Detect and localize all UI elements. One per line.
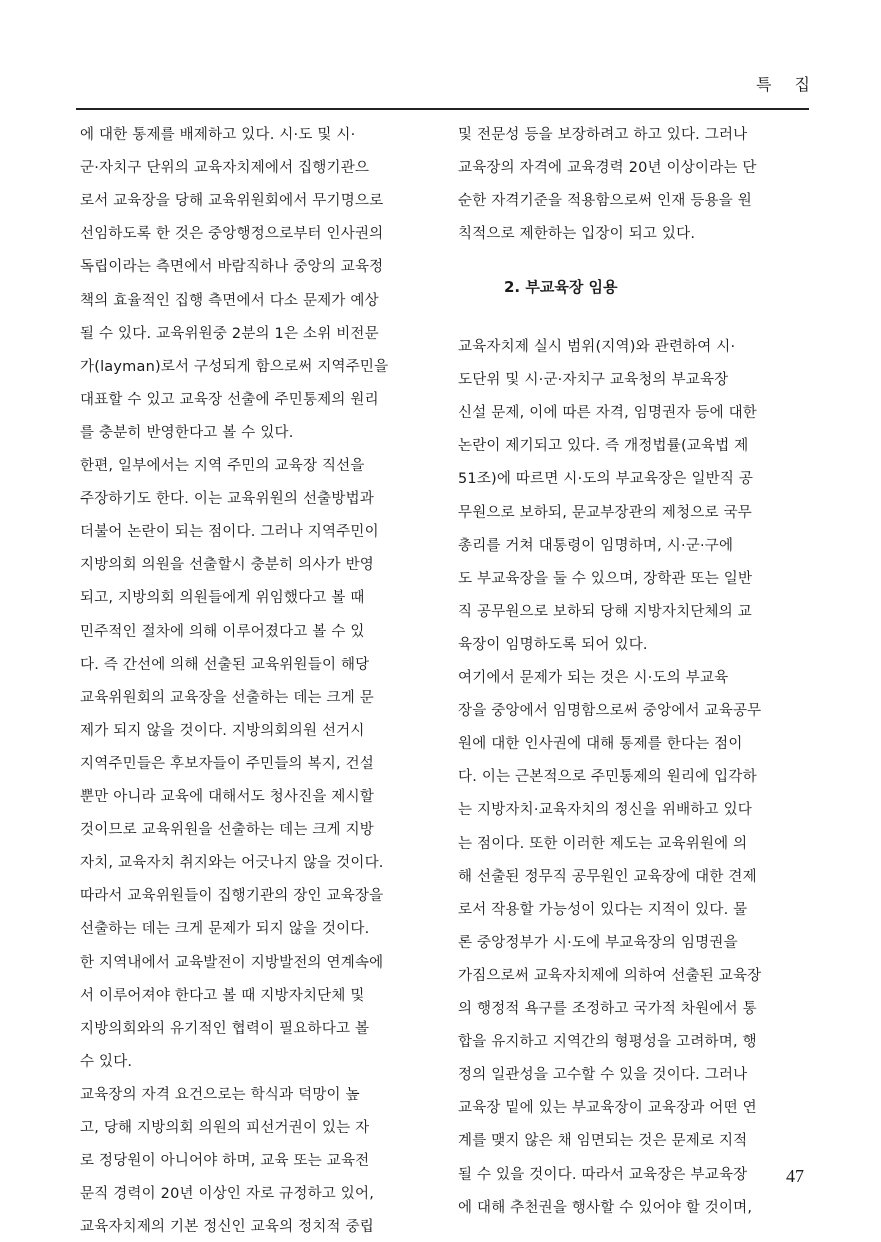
text-line: 합을 유지하고 지역간의 형평성을 고려하며, 행 <box>458 1034 757 1051</box>
text-line: 총리를 거쳐 대통령이 임명하며, 시·군·구에 <box>458 537 734 554</box>
text-line: 를 충분히 반영한다고 볼 수 있다. <box>80 424 294 441</box>
text-line: 가(layman)로서 구성되게 함으로써 지역주민을 <box>80 358 389 375</box>
text-line: 신설 문제, 이에 따른 자격, 임명권자 등에 대한 <box>458 405 758 422</box>
text-line: 논란이 제기되고 있다. 즉 개정법률(교육법 제 <box>458 438 749 455</box>
text-line: 될 수 있다. 교육위원중 2분의 1은 소위 비전문 <box>80 325 379 342</box>
text-line: 해 선출된 정무직 공무원인 교육장에 대한 견제 <box>458 868 757 885</box>
text-line: 한 지역내에서 교육발전이 지방발전의 연계속에 <box>80 954 384 971</box>
text-line: 군·자치구 단위의 교육자치제에서 집행기관으 <box>80 160 370 177</box>
section-label: 특 집 <box>756 75 819 94</box>
text-line: 가짐으로써 교육자치제에 의하여 선출된 교육장 <box>458 967 762 984</box>
text-line: 지역주민들은 후보자들이 주민들의 복지, 건설 <box>80 755 374 772</box>
text-line: 수 있다. <box>80 1053 133 1070</box>
text-line: 교육장 밑에 있는 부교육장이 교육장과 어떤 연 <box>458 1100 757 1117</box>
text-line: 계를 맺지 않은 채 임면되는 것은 문제로 지적 <box>458 1133 748 1150</box>
text-line: 로서 작용할 가능성이 있다는 지적이 있다. 물 <box>458 901 748 918</box>
text-line: 로 정당원이 아니어야 하며, 교육 또는 교육전 <box>80 1153 370 1170</box>
section-heading: 2. 부교육장 임용 <box>504 278 618 296</box>
text-line: 될 수 있을 것이다. 따라서 교육장은 부교육장 <box>458 1166 748 1183</box>
text-line: 무원으로 보하되, 문교부장관의 제청으로 국무 <box>458 504 752 521</box>
text-line: 여기에서 문제가 되는 것은 시·도의 부교육 <box>458 670 729 686</box>
text-line: 에 대해 추천권을 행사할 수 있어야 할 것이며, <box>458 1199 753 1216</box>
text-line: 선임하도록 한 것은 중앙행정으로부터 인사권의 <box>80 226 384 243</box>
text-line: 교육장의 자격에 교육경력 20년 이상이라는 단 <box>458 160 757 177</box>
text-line: 교육자치제 실시 범위(지역)와 관련하여 시· <box>458 339 736 355</box>
text-line: 교육자치제의 기본 정신인 교육의 정치적 중립 <box>80 1219 374 1236</box>
text-line: 뿐만 아니라 교육에 대해서도 청사진을 제시할 <box>80 789 374 805</box>
text-line: 도 부교육장을 둘 수 있으며, 장학관 또는 일반 <box>458 570 753 587</box>
text-line: 제가 되지 않을 것이다. 지방의회의원 선거시 <box>80 722 365 739</box>
text-line: 교육장의 자격 요건으로는 학식과 덕망이 높 <box>80 1086 360 1103</box>
text-line: 책의 효율적인 집행 측면에서 다소 문제가 예상 <box>80 292 379 309</box>
text-line: 자치, 교육자치 취지와는 어긋나지 않을 것이다. <box>80 855 384 872</box>
page-number: 47 <box>786 1166 804 1186</box>
text-line: 에 대한 통제를 배제하고 있다. 시·도 및 시· <box>80 127 356 143</box>
text-line: 51조)에 따르면 시·도의 부교육장은 일반직 공 <box>458 471 754 488</box>
text-line: 되고, 지방의회 의원들에게 위임했다고 볼 때 <box>80 590 365 607</box>
text-line: 순한 자격기준을 적용함으로써 인재 등용을 원 <box>458 193 752 210</box>
text-line: 장을 중앙에서 임명함으로써 중앙에서 교육공무 <box>458 703 762 720</box>
text-line: 직 공무원으로 보하되 당해 지방자치단체의 교 <box>458 603 752 620</box>
text-line: 것이므로 교육위원을 선출하는 데는 크게 지방 <box>80 822 374 839</box>
text-line: 및 전문성 등을 보장하려고 하고 있다. 그러나 <box>458 127 748 143</box>
text-line: 더불어 논란이 되는 점이다. 그러나 지역주민이 <box>80 524 379 541</box>
text-line: 는 점이다. 또한 이러한 제도는 교육위원에 의 <box>458 835 748 852</box>
text-line: 로서 교육장을 당해 교육위원회에서 무기명으로 <box>80 193 384 210</box>
text-line: 의 행정적 욕구를 조정하고 국가적 차원에서 통 <box>458 1001 757 1017</box>
text-line: 육장이 임명하도록 되어 있다. <box>458 636 648 653</box>
text-line: 다. 이는 근본적으로 주민통제의 원리에 입각하 <box>458 769 757 786</box>
text-line: 따라서 교육위원들이 집행기관의 장인 교육장을 <box>80 888 384 905</box>
text-line: 고, 당해 지방의회 의원의 피선거권이 있는 자 <box>80 1120 370 1136</box>
header-rule <box>76 108 809 110</box>
text-line: 대표할 수 있고 교육장 선출에 주민통제의 원리 <box>80 391 379 408</box>
text-line: 정의 일관성을 고수할 수 있을 것이다. 그러나 <box>458 1067 748 1084</box>
text-line: 원에 대한 인사권에 대해 통제를 한다는 점이 <box>458 736 743 753</box>
text-line: 주장하기도 한다. 이는 교육위원의 선출방법과 <box>80 491 374 508</box>
text-line: 칙적으로 제한하는 입장이 되고 있다. <box>458 226 696 243</box>
text-line: 는 지방자치·교육자치의 정신을 위배하고 있다 <box>458 802 752 819</box>
text-line: 다. 즉 간선에 의해 선출된 교육위원들이 해당 <box>80 656 370 673</box>
text-line: 도단위 및 시·군·자치구 교육청의 부교육장 <box>458 372 729 389</box>
text-line: 지방의회 의원을 선출할시 충분히 의사가 반영 <box>80 557 374 574</box>
text-line: 한편, 일부에서는 지역 주민의 교육장 직선을 <box>80 458 365 474</box>
text-line: 서 이루어져야 한다고 볼 때 지방자치단체 및 <box>80 987 365 1004</box>
text-line: 민주적인 절차에 의해 이루어졌다고 볼 수 있 <box>80 623 365 640</box>
text-line: 지방의회와의 유기적인 협력이 필요하다고 볼 <box>80 1020 370 1037</box>
text-line: 론 중앙정부가 시·도에 부교육장의 임명권을 <box>458 934 738 951</box>
text-line: 독립이라는 측면에서 바람직하나 중앙의 교육정 <box>80 259 384 276</box>
text-line: 문직 경력이 20년 이상인 자로 규정하고 있어, <box>80 1186 375 1203</box>
text-line: 교육위원회의 교육장을 선출하는 데는 크게 문 <box>80 689 374 706</box>
text-line: 선출하는 데는 크게 문제가 되지 않을 것이다. <box>80 921 370 938</box>
